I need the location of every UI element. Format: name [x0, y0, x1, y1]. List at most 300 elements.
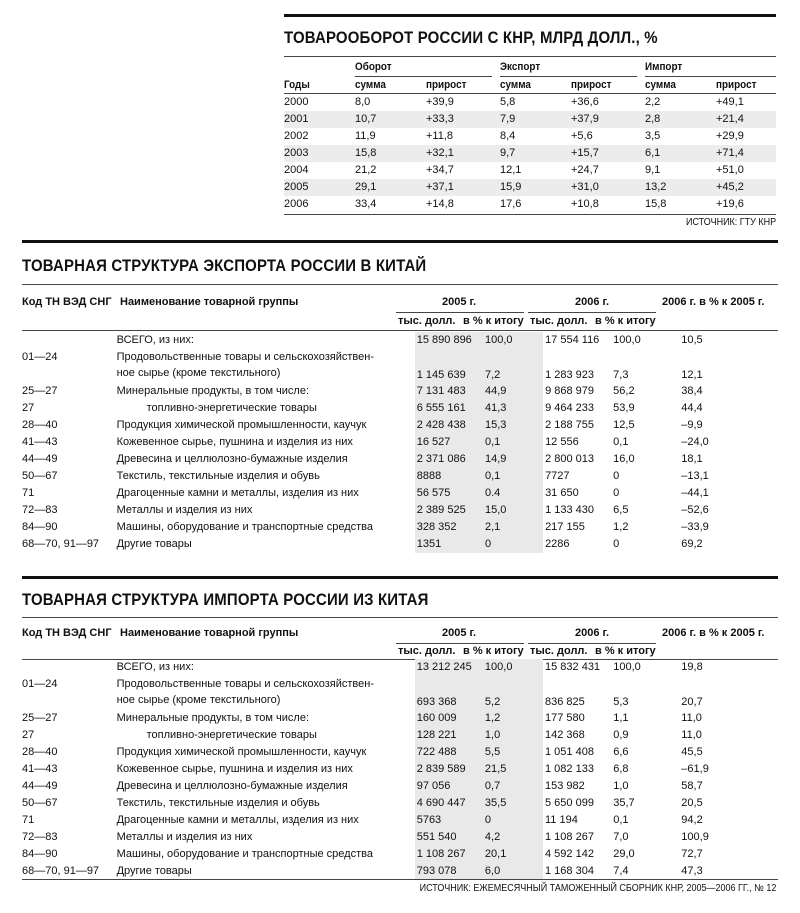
- name-line: Минеральные продукты, в том числе:: [116, 712, 310, 724]
- ratio-cell: 100,9: [681, 831, 709, 843]
- value-cell: 15,8: [645, 198, 667, 210]
- value-cell: 21,2: [355, 164, 377, 176]
- table-row: [22, 676, 778, 710]
- name-cell: [117, 451, 415, 468]
- import-top-rule: [22, 576, 778, 579]
- turnover-title-rule: [284, 56, 776, 57]
- ratio-cell: 47,3: [681, 865, 703, 877]
- code-cell: 28—40: [22, 746, 58, 758]
- value-2005-cell: 8888: [415, 468, 481, 485]
- turnover-group-header-import: Импорт: [645, 61, 683, 73]
- value-2006-cell: 1 133 430: [545, 504, 594, 516]
- export-sub-pct-2005: в % к итогу: [463, 315, 524, 327]
- value-cell: +34,7: [426, 164, 454, 176]
- value-cell: 8,0: [355, 96, 371, 108]
- ratio-cell: –52,6: [681, 504, 709, 516]
- table-row: [22, 519, 778, 536]
- export-col-ratio: 2006 г. в % к 2005 г.: [662, 296, 765, 308]
- name-cell: [117, 778, 415, 795]
- name-cell: [117, 349, 415, 383]
- code-cell: 68—70, 91—97: [22, 865, 100, 877]
- name-line: Кожевенное сырье, пушнина и изделия из них: [116, 436, 353, 448]
- code-cell: 41—43: [22, 763, 58, 775]
- percent-2005-cell: 0: [481, 536, 543, 553]
- ratio-cell: –9,9: [681, 419, 703, 431]
- name-cell: [117, 468, 415, 485]
- code-cell: [22, 659, 117, 676]
- import-col-2005: 2005 г.: [442, 627, 477, 639]
- table-row: [22, 829, 778, 846]
- percent-2005-cell: 4,2: [481, 829, 543, 846]
- ratio-cell: –33,9: [681, 521, 709, 533]
- value-cell: 9,1: [645, 164, 661, 176]
- percent-2005-cell: 14,9: [481, 451, 543, 468]
- value-2006-cell: 15 832 431: [545, 661, 601, 673]
- ratio-cell: 10,5: [681, 334, 703, 346]
- name-line-continued: ное сырье (кроме текстильного): [116, 367, 281, 379]
- value-cell: 17,6: [500, 198, 522, 210]
- value-cell: +24,7: [571, 164, 599, 176]
- value-cell: 2,8: [645, 111, 716, 128]
- code-cell: 71: [22, 814, 35, 826]
- value-cell: 15,9: [500, 179, 571, 196]
- table-row: [22, 778, 778, 795]
- code-cell: 25—27: [22, 385, 58, 397]
- percent-2005-cell: 20,1: [481, 846, 543, 863]
- percent-2005-cell: 15,0: [481, 502, 543, 519]
- value-2005-cell: 128 221: [415, 727, 481, 744]
- value-2006-cell: 31 650: [545, 487, 579, 499]
- name-cell: [117, 485, 415, 502]
- percent-2005-cell: 0,1: [481, 468, 543, 485]
- turnover-sub-header-4: прирост: [571, 79, 612, 91]
- value-2006-cell: 217 155: [545, 521, 585, 533]
- name-cell: [117, 710, 415, 727]
- name-cell: [117, 659, 415, 676]
- import-bottom-rule: [22, 879, 778, 880]
- table-row: [22, 502, 778, 519]
- percent-2006-cell: 12,5: [613, 419, 635, 431]
- value-cell: +37,1: [426, 179, 500, 196]
- percent-2006-cell: 0: [613, 538, 620, 550]
- percent-2006-cell: 5,3: [613, 696, 629, 708]
- value-2006-cell: 2 188 755: [545, 419, 594, 431]
- table-row: [284, 179, 776, 196]
- import-source: ИСТОЧНИК: ЕЖЕМЕСЯЧНЫЙ ТАМОЖЕННЫЙ СБОРНИК КНР, 2005—2006 ГГ., № 12: [419, 883, 776, 894]
- percent-2005-cell: 0,1: [481, 434, 543, 451]
- name-line: Минеральные продукты, в том числе:: [116, 385, 310, 397]
- value-cell: +31,0: [571, 179, 645, 196]
- percent-2006-cell: 100,0: [613, 334, 641, 346]
- table-row: [22, 863, 778, 880]
- import-col-2006: 2006 г.: [575, 627, 610, 639]
- ratio-cell: 69,2: [681, 538, 703, 550]
- name-cell: [117, 332, 415, 349]
- value-cell: 9,7: [500, 145, 571, 162]
- value-cell: +29,9: [716, 130, 744, 142]
- value-cell: 10,7: [355, 111, 426, 128]
- value-2005-cell: 1351: [415, 536, 481, 553]
- name-cell: [117, 383, 415, 400]
- value-cell: +71,4: [716, 145, 776, 162]
- value-2005-cell: 2 389 525: [415, 502, 481, 519]
- percent-2006-cell: 6,5: [613, 504, 629, 516]
- value-cell: +14,8: [426, 198, 454, 210]
- percent-2006-cell: 1,1: [613, 712, 629, 724]
- name-line: ВСЕГО, из них:: [116, 334, 194, 346]
- value-cell: 13,2: [645, 179, 716, 196]
- value-2006-cell: 7727: [545, 470, 570, 482]
- ratio-cell: 38,4: [681, 385, 703, 397]
- turnover-group-header-export: Экспорт: [500, 61, 541, 73]
- value-2006-cell: 11 194: [545, 814, 578, 826]
- percent-2006-cell: 7,0: [613, 831, 629, 843]
- value-cell: 15,8: [355, 145, 426, 162]
- export-top-rule: [22, 240, 778, 243]
- code-cell: 27: [22, 402, 35, 414]
- value-2005-cell: 16 527: [415, 434, 481, 451]
- percent-2005-cell: 21,5: [481, 761, 543, 778]
- year-cell: 2000: [284, 96, 309, 108]
- table-row: [22, 727, 778, 744]
- ratio-cell: –61,9: [681, 763, 709, 775]
- import-year-rule-2006: [528, 643, 656, 644]
- code-cell: 44—49: [22, 780, 58, 792]
- value-2006-cell: 1 168 304: [545, 865, 594, 877]
- year-cell: 2003: [284, 145, 355, 162]
- name-line: Металлы и изделия из них: [116, 504, 253, 516]
- code-cell: 84—90: [22, 848, 58, 860]
- table-row: [22, 451, 778, 468]
- value-cell: +32,1: [426, 145, 500, 162]
- import-sub-sum-2006: тыс. долл.: [530, 645, 588, 657]
- name-cell: [117, 761, 415, 778]
- turnover-sub-header-6: прирост: [716, 79, 757, 91]
- name-cell: [117, 417, 415, 434]
- percent-2006-cell: 6,8: [613, 763, 629, 775]
- name-line: Текстиль, текстильные изделия и обувь: [116, 797, 320, 809]
- value-2006-cell: 153 982: [545, 780, 585, 792]
- name-line: Машины, оборудование и транспортные средства: [116, 848, 373, 860]
- export-header-rule: [22, 330, 778, 331]
- value-2005-cell: 97 056: [415, 778, 481, 795]
- table-row: [22, 795, 778, 812]
- table-row: [22, 417, 778, 434]
- year-cell: 2001: [284, 111, 355, 128]
- export-year-rule-2006: [528, 312, 656, 313]
- value-cell: +36,6: [571, 96, 599, 108]
- name-line: Древесина и целлюлозно-бумажные изделия: [116, 453, 348, 465]
- percent-2005-cell: 2,1: [481, 519, 543, 536]
- import-sub-sum-2005: тыс. долл.: [398, 645, 456, 657]
- table-row: [284, 196, 776, 213]
- ratio-cell: 20,7: [681, 696, 703, 708]
- year-cell: 2002: [284, 130, 309, 142]
- ratio-cell: 11,0: [681, 729, 702, 741]
- value-cell: 29,1: [355, 179, 426, 196]
- turnover-group-rule-1: [355, 76, 492, 77]
- name-cell: [117, 502, 415, 519]
- value-cell: +51,0: [716, 164, 744, 176]
- value-2005-cell: 1 108 267: [415, 846, 481, 863]
- percent-2005-cell: 41,3: [481, 400, 543, 417]
- value-cell: +5,6: [571, 130, 593, 142]
- table-row: [284, 145, 776, 162]
- code-cell: 50—67: [22, 470, 58, 482]
- percent-2006-cell: 16,0: [613, 453, 635, 465]
- percent-2006-cell: 7,3: [613, 369, 629, 381]
- percent-2005-cell: 5,5: [481, 744, 543, 761]
- value-2005-cell: 2 839 589: [415, 761, 481, 778]
- code-cell: 41—43: [22, 436, 58, 448]
- name-line: Машины, оборудование и транспортные средства: [116, 521, 373, 533]
- value-2005-cell: 328 352: [415, 519, 481, 536]
- name-cell: [117, 829, 415, 846]
- value-2005-cell: 4 690 447: [415, 795, 481, 812]
- percent-2005-cell: 44,9: [481, 383, 543, 400]
- turnover-table: [284, 94, 776, 213]
- table-row: [284, 111, 776, 128]
- ratio-cell: 19,8: [681, 661, 703, 673]
- code-cell: 01—24: [22, 678, 58, 690]
- code-cell: 68—70, 91—97: [22, 538, 100, 550]
- name-line-continued: ное сырье (кроме текстильного): [116, 694, 281, 706]
- percent-2006-cell: 0,1: [613, 436, 629, 448]
- value-cell: 33,4: [355, 198, 377, 210]
- value-2006-cell: 1 051 408: [545, 746, 594, 758]
- value-2006-cell: 5 650 099: [545, 797, 594, 809]
- value-2005-cell: 2 371 086: [415, 451, 481, 468]
- percent-2006-cell: 0,9: [613, 729, 629, 741]
- percent-2005-cell: 0,7: [481, 778, 543, 795]
- value-2006-cell: 142 368: [545, 729, 585, 741]
- table-row: [22, 536, 778, 553]
- value-2005-cell: 793 078: [415, 863, 481, 880]
- value-2006-cell: 1 082 133: [545, 763, 594, 775]
- table-row: [22, 485, 778, 502]
- value-2006-cell: 836 825: [545, 696, 585, 708]
- value-cell: 6,1: [645, 145, 716, 162]
- value-2006-cell: 12 556: [545, 436, 579, 448]
- name-line: Другие товары: [116, 865, 192, 877]
- name-line: Драгоценные камни и металлы, изделия из них: [116, 487, 359, 499]
- value-cell: 5,8: [500, 96, 516, 108]
- percent-2005-cell: 100,0: [481, 332, 543, 349]
- name-line: топливно-энергетические товары: [146, 729, 317, 741]
- code-cell: 72—83: [22, 504, 58, 516]
- percent-2005-cell: 7,2: [481, 349, 543, 383]
- value-2006-cell: 2 800 013: [545, 453, 594, 465]
- export-year-rule-2005: [396, 312, 524, 313]
- ratio-cell: –44,1: [681, 487, 709, 499]
- export-sub-pct-2006: в % к итогу: [595, 315, 656, 327]
- value-2005-cell: 13 212 245: [415, 659, 481, 676]
- name-cell: [117, 863, 415, 880]
- ratio-cell: 12,1: [681, 369, 703, 381]
- name-cell: [117, 400, 415, 417]
- code-cell: 25—27: [22, 712, 58, 724]
- value-2005-cell: 160 009: [415, 710, 481, 727]
- ratio-cell: –24,0: [681, 436, 709, 448]
- name-line: Другие товары: [116, 538, 192, 550]
- code-cell: [22, 332, 117, 349]
- value-2005-cell: 6 555 161: [415, 400, 481, 417]
- value-2006-cell: 4 592 142: [545, 848, 594, 860]
- name-cell: [117, 744, 415, 761]
- name-cell: [117, 676, 415, 710]
- table-row: [22, 400, 778, 417]
- ratio-cell: 44,4: [681, 402, 703, 414]
- table-row: [284, 128, 776, 145]
- import-sub-pct-2006: в % к итогу: [595, 645, 656, 657]
- export-title: ТОВАРНАЯ СТРУКТУРА ЭКСПОРТА РОССИИ В КИТАЙ: [22, 256, 427, 275]
- export-sub-sum-2006: тыс. долл.: [530, 315, 588, 327]
- value-2006-cell: 9 868 979: [545, 385, 594, 397]
- value-2005-cell: 5763: [415, 812, 481, 829]
- percent-2005-cell: 1,0: [481, 727, 543, 744]
- value-2006-cell: 1 108 267: [545, 831, 594, 843]
- ratio-cell: 11,0: [681, 712, 702, 724]
- value-cell: 11,9: [355, 130, 376, 142]
- value-cell: +10,8: [571, 198, 599, 210]
- code-cell: 50—67: [22, 797, 58, 809]
- name-line: Продовольственные товары и сельскохозяйствен-: [116, 678, 374, 690]
- name-line: Продукция химической промышленности, каучук: [116, 419, 367, 431]
- code-cell: 27: [22, 729, 35, 741]
- percent-2006-cell: 1,2: [613, 521, 629, 533]
- value-cell: +15,7: [571, 145, 645, 162]
- turnover-top-rule: [284, 14, 776, 17]
- percent-2005-cell: 0.4: [481, 485, 543, 502]
- import-title: ТОВАРНАЯ СТРУКТУРА ИМПОРТА РОССИИ ИЗ КИТАЯ: [22, 590, 429, 609]
- table-row: [22, 710, 778, 727]
- percent-2006-cell: 35,7: [613, 797, 635, 809]
- percent-2005-cell: 35,5: [481, 795, 543, 812]
- table-row: [22, 383, 778, 400]
- code-cell: 01—24: [22, 351, 58, 363]
- turnover-group-rule-3: [645, 76, 776, 77]
- percent-2006-cell: 56,2: [613, 385, 635, 397]
- name-line: Продукция химической промышленности, каучук: [116, 746, 367, 758]
- turnover-bottom-rule: [284, 214, 776, 215]
- name-cell: [117, 812, 415, 829]
- table-row: [22, 434, 778, 451]
- export-table: [22, 332, 778, 553]
- export-col-2005: 2005 г.: [442, 296, 477, 308]
- table-row: [22, 468, 778, 485]
- percent-2005-cell: 5,2: [481, 676, 543, 710]
- turnover-source: ИСТОЧНИК: ГТУ КНР: [685, 217, 776, 228]
- value-cell: +45,2: [716, 179, 776, 196]
- value-2005-cell: 56 575: [415, 485, 481, 502]
- value-cell: +11,8: [426, 130, 454, 142]
- table-row: [22, 761, 778, 778]
- value-2005-cell: 2 428 438: [415, 417, 481, 434]
- value-2006-cell: 1 283 923: [545, 369, 594, 381]
- table-row: [22, 349, 778, 383]
- year-cell: 2004: [284, 164, 309, 176]
- name-line: Древесина и целлюлозно-бумажные изделия: [116, 780, 348, 792]
- code-cell: 44—49: [22, 453, 58, 465]
- export-col-2006: 2006 г.: [575, 296, 610, 308]
- percent-2006-cell: 0: [613, 487, 620, 499]
- import-year-rule-2005: [396, 643, 524, 644]
- percent-2006-cell: 1,0: [613, 780, 629, 792]
- percent-2006-cell: 6,6: [613, 746, 629, 758]
- value-2005-cell: 7 131 483: [415, 383, 481, 400]
- percent-2006-cell: 0: [613, 470, 620, 482]
- name-cell: [117, 846, 415, 863]
- value-2005-cell: 722 488: [415, 744, 481, 761]
- import-col-name: Наименование товарной группы: [120, 627, 299, 639]
- percent-2006-cell: 29,0: [613, 848, 635, 860]
- table-row: [22, 659, 778, 676]
- turnover-sub-header-1: сумма: [355, 79, 386, 91]
- table-row: [284, 94, 776, 111]
- value-cell: 3,5: [645, 130, 661, 142]
- value-2006-cell: 2286: [545, 538, 570, 550]
- name-cell: [117, 536, 415, 553]
- name-cell: [117, 434, 415, 451]
- percent-2006-cell: 0,1: [613, 814, 629, 826]
- ratio-cell: –13,1: [681, 470, 709, 482]
- code-cell: 71: [22, 487, 35, 499]
- percent-2006-cell: 7,4: [613, 865, 629, 877]
- value-cell: 12,1: [500, 164, 522, 176]
- ratio-cell: 72,7: [681, 848, 703, 860]
- year-cell: 2005: [284, 179, 355, 196]
- name-cell: [117, 519, 415, 536]
- name-line: Драгоценные камни и металлы, изделия из них: [116, 814, 359, 826]
- name-cell: [117, 795, 415, 812]
- code-cell: 28—40: [22, 419, 58, 431]
- percent-2005-cell: 1,2: [481, 710, 543, 727]
- import-col-ratio: 2006 г. в % к 2005 г.: [662, 627, 765, 639]
- value-cell: +33,3: [426, 111, 500, 128]
- export-sub-sum-2005: тыс. долл.: [398, 315, 456, 327]
- turnover-group-header-turnover: Оборот: [355, 61, 392, 73]
- table-row: [22, 744, 778, 761]
- value-cell: 7,9: [500, 111, 571, 128]
- name-cell: [117, 727, 415, 744]
- value-2006-cell: 177 580: [545, 712, 585, 724]
- turnover-title: ТОВАРООБОРОТ РОССИИ С КНР, МЛРД ДОЛЛ., %: [284, 28, 658, 47]
- import-sub-pct-2005: в % к итогу: [463, 645, 524, 657]
- value-cell: +39,9: [426, 96, 454, 108]
- table-row: [22, 846, 778, 863]
- turnover-sub-header-3: сумма: [500, 79, 531, 91]
- turnover-sub-header-2: прирост: [426, 79, 467, 91]
- percent-2005-cell: 0: [481, 812, 543, 829]
- import-title-rule: [22, 617, 778, 618]
- value-cell: 2,2: [645, 96, 661, 108]
- code-cell: 84—90: [22, 521, 58, 533]
- export-title-rule: [22, 284, 778, 285]
- value-cell: +21,4: [716, 111, 776, 128]
- name-line: Продовольственные товары и сельскохозяйствен-: [116, 351, 375, 363]
- value-cell: +49,1: [716, 96, 744, 108]
- value-2005-cell: 1 145 639: [415, 349, 481, 383]
- percent-2006-cell: 53,9: [613, 402, 635, 414]
- ratio-cell: 20,5: [681, 797, 703, 809]
- value-2005-cell: 551 540: [415, 829, 481, 846]
- name-line: Текстиль, текстильные изделия и обувь: [116, 470, 320, 482]
- ratio-cell: 45,5: [681, 746, 703, 758]
- import-table: [22, 659, 778, 880]
- percent-2005-cell: 100,0: [481, 659, 543, 676]
- percent-2005-cell: 15,3: [481, 417, 543, 434]
- value-2006-cell: 9 464 233: [545, 402, 594, 414]
